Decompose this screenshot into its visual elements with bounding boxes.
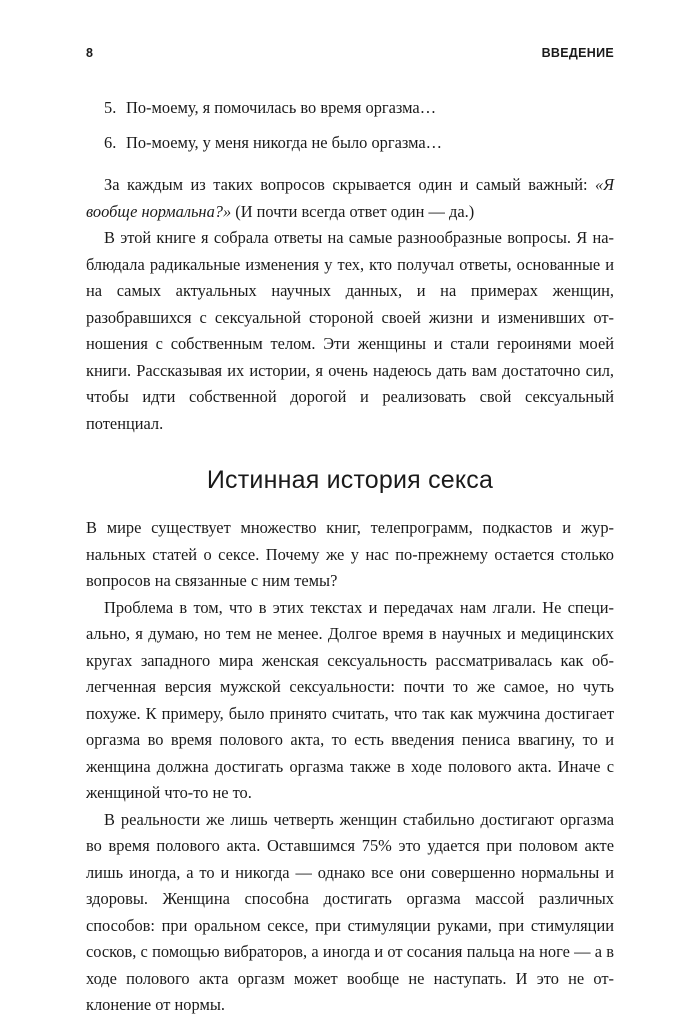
running-head: ВВЕДЕНИЕ: [541, 46, 614, 60]
list-item-number: 6.: [104, 132, 117, 152]
list-item: [104, 130, 614, 157]
list-item-text: По-моему, я помочилась во время оргазма…: [126, 98, 437, 117]
list-item-text: По-моему, у меня никогда не было оргазма…: [126, 132, 443, 152]
page-number: 8: [86, 46, 94, 60]
page-body: [86, 95, 614, 1019]
list-item: [104, 95, 614, 122]
section-paragraph-1: В мире существует множество книг, телепрограмм, подкастов и журнальных статей о сексе. Почему же у нас по-прежнему остается столько вопросов на связанные с ним темы?: [86, 518, 614, 590]
intro-paragraph-2: В этой книге я собрала ответы на самые разнообразные вопросы. Я наблюдала радикальные изменения у тех, кто получал ответы, основанные и на самых актуальных научных данных, и на примерах женщин, разобравшихся с сексуальной стороной своей жизни и изменивших отношения с собственным телом. Эти женщины и стали героинями моей книги. Рассказывая их истории, я очень надеюсь дать вам достаточно сил, чтобы идти собственной дорогой и реализовать свой сексуальный потенциал.: [86, 228, 614, 433]
list-item-number: 5.: [104, 98, 117, 117]
intro-paragraph-1-lead: За каждым из таких вопросов скрывается один и самый важный:: [104, 175, 596, 194]
page-header: [86, 46, 614, 66]
intro-paragraph-1-tail: (И почти всегда ответ один — да.): [231, 201, 475, 221]
section-title: Истинная история секса: [206, 466, 494, 494]
intro-paragraph-1-italic: «Я вообще нормальна?»: [86, 175, 614, 221]
section-paragraph-3: В реальности же лишь четверть женщин стабильно достигают оргазма во время полового акта. Оставшимся 75% это удается при половом акте лишь иногда, а то и никогда — однако все они совершенно нормальны и здоровы. Женщина способна достигать оргазма массой различных способов: при оральном сексе, при стимуляции руками, при стимуляции сосков, с помощью вибраторов, а иногда и от сосания пальца на ноге — а в ходе полового акта оргазм может вообще не наступать. И это не отклонение от нормы.: [86, 809, 614, 1014]
intro-paragraph-1: [86, 172, 614, 225]
section-paragraph-2: Проблема в том, что в этих текстах и передачах нам лгали. Не специально, я думаю, но тем не менее. Долгое время в научных и медицинских кругах западного мира женская сексуальность рассматривалась как облегченная версия мужской сексуальности: почти то же самое, но чуть похуже. К примеру, было принято считать, что так как мужчина достигает оргазма во время полового акта, то есть введения пениса ввагину, то и женщина должна достигать оргазма также в ходе полового акта. Иначе с женщиной что-то не то.: [86, 597, 614, 802]
